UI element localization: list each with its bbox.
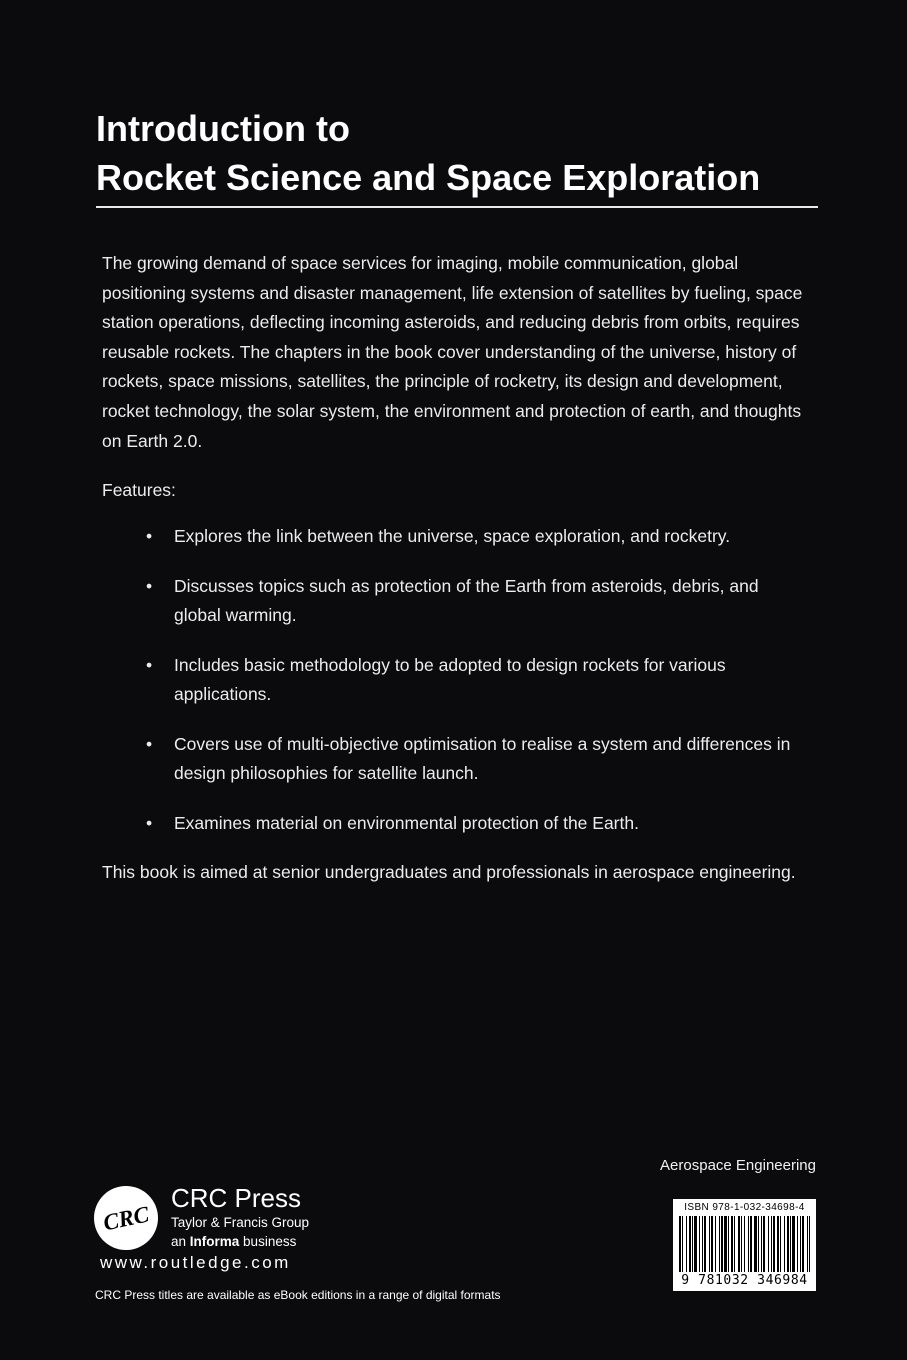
tagline-suffix: business [239,1234,297,1249]
feature-item [146,572,806,630]
description-paragraph: The growing demand of space services for imaging, mobile communication, global positioning systems and disaster management, life extension of satellites by fueling, space station operations, deflecting incoming asteroids, and reducing debris from orbits, requires reusable rockets. The chapters in the book cover understanding of the universe, history of rockets, space missions, satellites, the principle of rocketry, its design and development, rocket technology, the solar system, the environment and protection of earth, and thoughts on Earth 2.0. [102,253,803,451]
barcode-bar [780,1216,781,1272]
audience-statement: This book is aimed at senior undergraduates and professionals in aerospace engineering. [102,862,796,882]
barcode-bar [719,1216,720,1272]
publisher-website: www.routledge.com [100,1253,291,1272]
barcode-bar [679,1216,681,1272]
tagline-prefix: an [171,1234,190,1249]
features-label: Features: [102,480,176,500]
barcode-bar [771,1216,772,1272]
svg-text:CRC: CRC [100,1201,152,1236]
barcode-bar [750,1216,752,1272]
barcode-bar [738,1216,740,1272]
barcode-bar [728,1216,729,1272]
barcode-bar [724,1216,727,1272]
informa-brand: Informa [189,1234,240,1249]
barcode-bar [699,1216,700,1272]
feature-text: Covers use of multi-objective optimisation to realise a system and differences in design philosophies for satellite launch. [174,734,791,783]
barcode-bar [787,1216,789,1272]
bullet-icon: • [146,813,153,833]
barcode-bar [721,1216,723,1272]
feature-item [146,651,806,709]
barcode-bar [754,1216,757,1272]
barcode-bar [792,1216,795,1272]
title-line-1: Introduction to [96,108,350,149]
isbn-label: ISBN 978-1-032-34698-4 [684,1202,805,1213]
barcode-bar [744,1216,745,1272]
series-label: Aerospace Engineering [660,1157,816,1174]
barcode-bar [784,1216,785,1272]
barcode-bar [763,1216,765,1272]
barcode-bar [715,1216,716,1272]
barcode-bar [711,1216,713,1272]
feature-item [146,522,806,551]
barcode-bar [761,1216,762,1272]
barcode-bar [773,1216,775,1272]
feature-item [146,809,806,838]
barcode-bar [802,1216,804,1272]
barcode-bar [768,1216,769,1272]
publisher-tagline [171,1232,309,1251]
barcode-bar [692,1216,693,1272]
feature-text: Discusses topics such as protection of the Earth from asteroids, debris, and global warming. [174,576,759,625]
title-divider [96,206,818,208]
feature-item [146,730,806,788]
barcode-bar [731,1216,733,1272]
title-line-2: Rocket Science and Space Exploration [96,157,761,198]
barcode-bar [682,1216,683,1272]
feature-text: Examines material on environmental protection of the Earth. [174,813,639,833]
barcode-bar [734,1216,735,1272]
feature-text: Includes basic methodology to be adopted to design rockets for various applications. [174,655,726,704]
publisher-group: Taylor & Francis Group [171,1215,310,1230]
isbn-barcode [673,1199,816,1291]
barcode-bar [790,1216,791,1272]
book-title [96,104,826,202]
barcode-bar [797,1216,798,1272]
feature-text: Explores the link between the universe, space exploration, and rocketry. [174,526,731,546]
barcode-bar [807,1216,808,1272]
barcode-bar [800,1216,801,1272]
barcode-bar [709,1216,710,1272]
bullet-icon: • [146,526,153,546]
barcode-bar [809,1216,810,1272]
barcode-bar [686,1216,687,1272]
barcode-bar [758,1216,759,1272]
barcode-bar [702,1216,703,1272]
publisher-block [171,1183,309,1251]
barcode-bar [689,1216,691,1272]
barcode-digits: 9 781032 346984 [681,1273,808,1288]
crc-logo [93,1185,159,1251]
ebook-note: CRC Press titles are available as eBook editions in a range of digital formats [95,1288,501,1302]
publisher-name: CRC Press [171,1183,302,1213]
barcode-bar [704,1216,706,1272]
barcode-bars [679,1216,810,1272]
bullet-icon: • [146,655,153,675]
bullet-icon: • [146,734,153,754]
barcode-bar [694,1216,697,1272]
bullet-icon: • [146,576,153,596]
barcode-bar [777,1216,779,1272]
barcode-bar [741,1216,742,1272]
barcode-bar [748,1216,749,1272]
